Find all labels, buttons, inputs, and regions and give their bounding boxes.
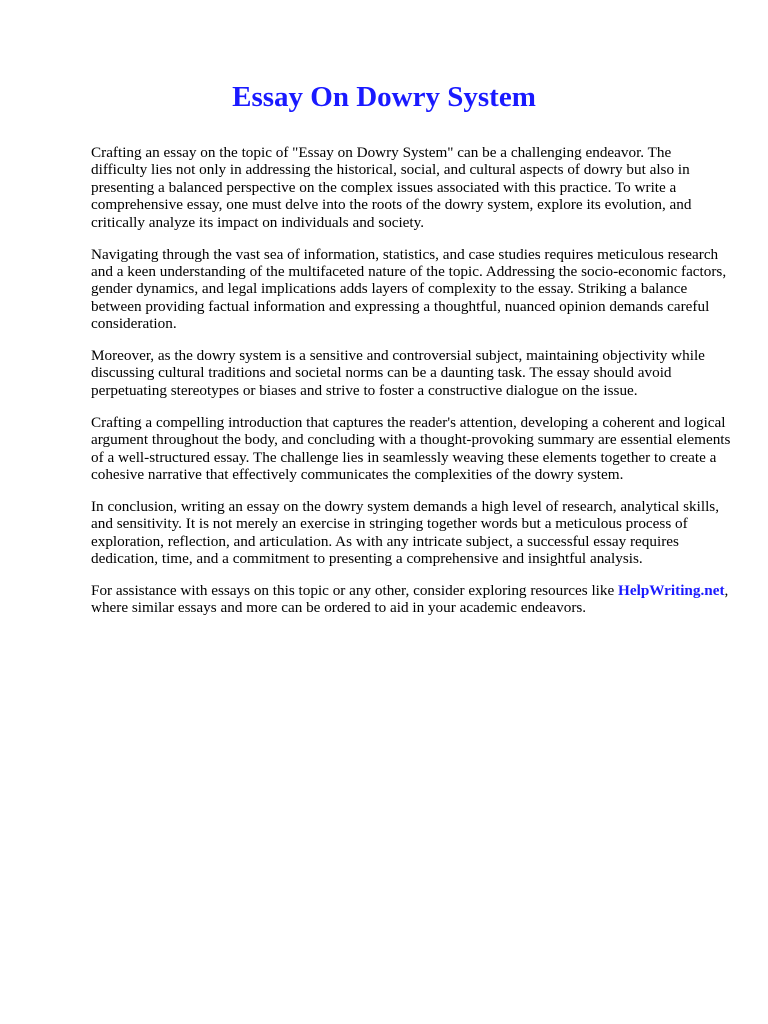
paragraph-3: Moreover, as the dowry system is a sensitive and controversial subject, maintaining objectivity while discussing cultural traditions and societal norms can be a daunting task. The essay should avoid perpetuating stereotypes or biases and strive to foster a constructive dialogue on the issue. xyxy=(91,347,705,399)
paragraph-4: Crafting a compelling introduction that captures the reader's attention, developing a coherent and logical argument throughout the body, and concluding with a thought-provoking summary are essential elements of a well-structured essay. The challenge lies in seamlessly weaving these elements together to create a cohesive narrative that effectively communicates the complexities of the dowry system. xyxy=(91,413,731,483)
essay-body xyxy=(91,144,731,631)
paragraph-1: Crafting an essay on the topic of "Essay on Dowry System" can be a challenging endeavor. The difficulty lies not only in addressing the historical, social, and cultural aspects of dowry but also in presenting a balanced perspective on the complex issues associated with this practice. To write a comprehensive essay, one must delve into the roots of the dowry system, explore its evolution, and critically analyze its impact on individuals and society. xyxy=(91,144,692,231)
closing-prefix: For assistance with essays on this topic or any other, consider exploring resources like xyxy=(91,582,619,600)
closing-paragraph xyxy=(91,582,731,617)
helpwriting-link[interactable]: HelpWriting.net xyxy=(618,582,725,600)
closing-suffix: , where similar essays and more can be ordered to aid in your academic endeavors. xyxy=(91,582,729,617)
page-title: Essay On Dowry System xyxy=(232,81,536,113)
paragraph-2: Navigating through the vast sea of information, statistics, and case studies requires meticulous research and a keen understanding of the multifaceted nature of the topic. Addressing the socio-economic factors, gender dynamics, and legal implications adds layers of complexity to the essay. Striking a balance between providing factual information and expressing a thoughtful, nuanced opinion demands careful consideration. xyxy=(91,245,727,333)
paragraph-5: In conclusion, writing an essay on the dowry system demands a high level of research, analytical skills, and sensitivity. It is not merely an exercise in stringing together words but a meticulous process of exploration, reflection, and articulation. As with any intricate subject, a successful essay requires dedication, time, and a commitment to presenting a comprehensive and insightful analysis. xyxy=(91,497,720,568)
